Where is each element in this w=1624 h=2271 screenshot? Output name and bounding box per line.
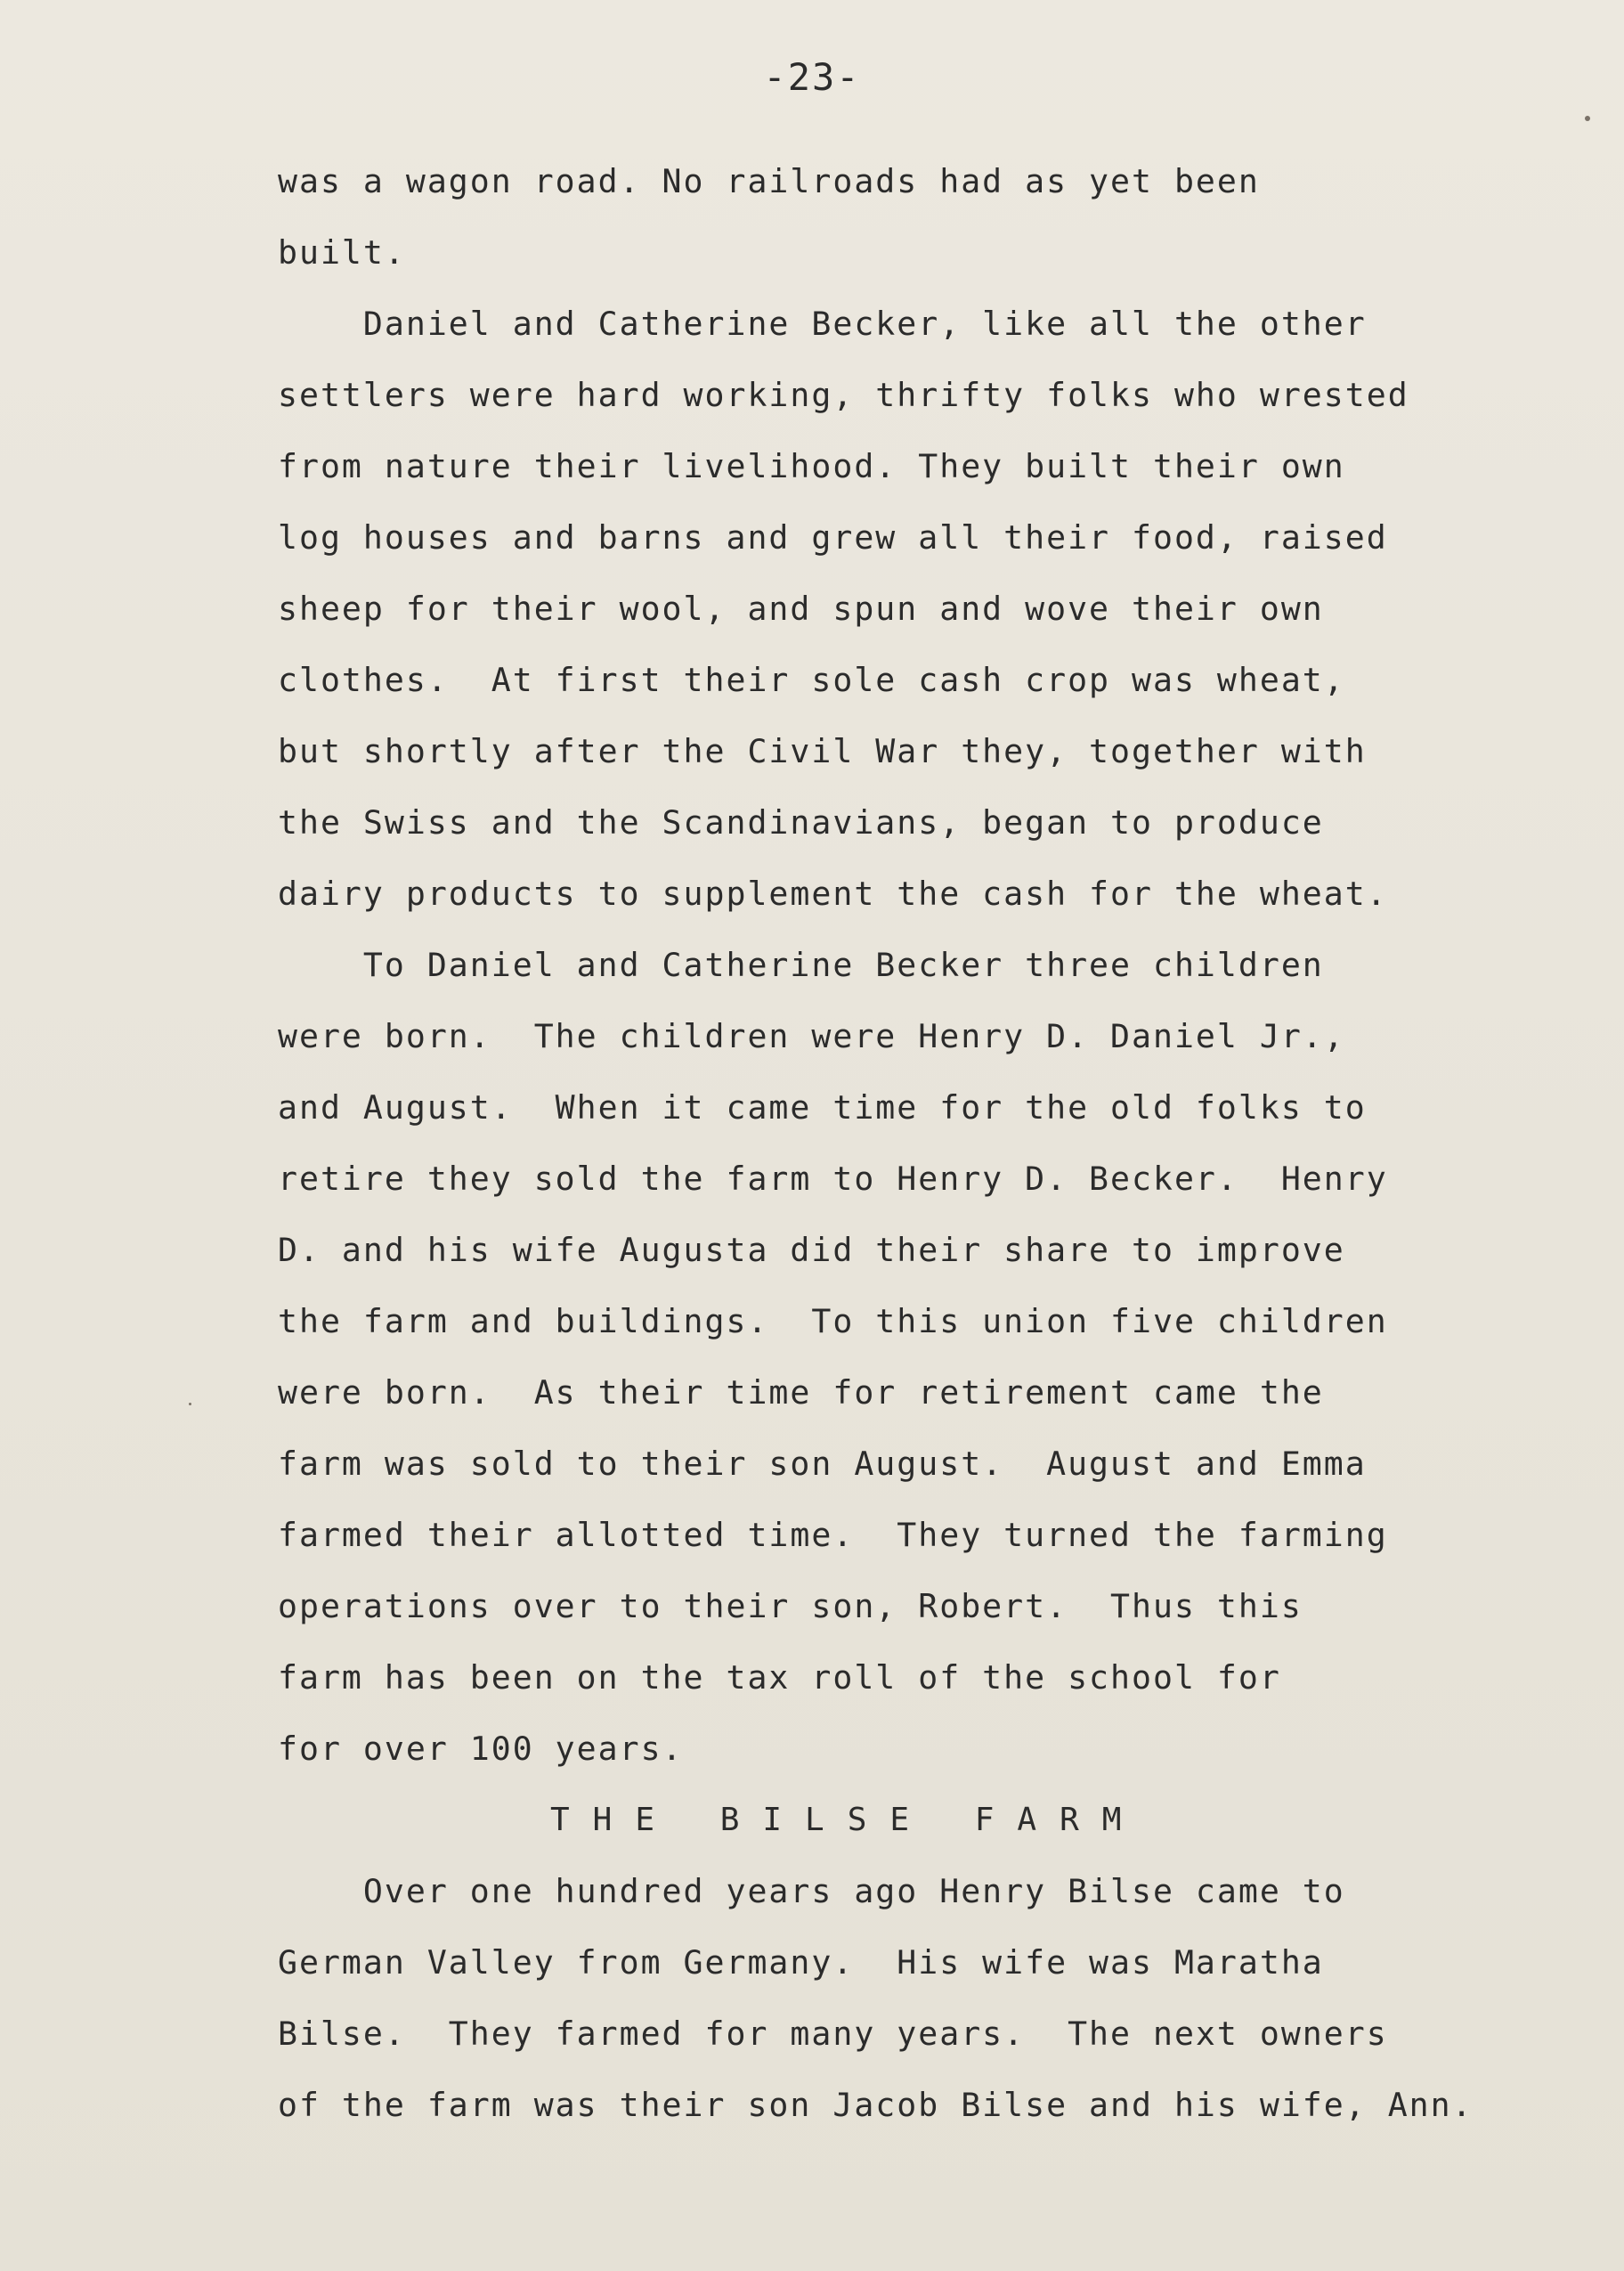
body-line: D. and his wife Augusta did their share to improve [278, 1231, 1345, 1269]
paper-speck [189, 1403, 191, 1405]
body-line: sheep for their wool, and spun and wove their own [278, 590, 1324, 628]
body-line: dairy products to supplement the cash for the wheat. [278, 875, 1388, 913]
section-heading: THE BILSE FARM [550, 1802, 1145, 1838]
body-line: Daniel and Catherine Becker, like all the other [278, 305, 1367, 343]
body-line: from nature their livelihood. They built their own [278, 447, 1345, 485]
body-line: and August. When it came time for the old folks to [278, 1088, 1367, 1127]
body-line: farmed their allotted time. They turned the farming [278, 1516, 1388, 1554]
body-line: retire they sold the farm to Henry D. Becker. Henry [278, 1160, 1388, 1198]
body-line: Over one hundred years ago Henry Bilse came to [278, 1872, 1345, 1910]
body-line: of the farm was their son Jacob Bilse and his wife, Ann. [278, 2086, 1474, 2124]
body-line: the farm and buildings. To this union five children [278, 1302, 1388, 1340]
body-line: were born. As their time for retirement came the [278, 1373, 1324, 1412]
body-line: Bilse. They farmed for many years. The next owners [278, 2015, 1388, 2053]
body-line: To Daniel and Catherine Becker three children [278, 946, 1324, 984]
body-line: clothes. At first their sole cash crop was wheat, [278, 661, 1345, 699]
body-line: for over 100 years. [278, 1730, 684, 1768]
body-line: log houses and barns and grew all their food, raised [278, 518, 1388, 557]
body-line: built. [278, 233, 406, 272]
body-line: was a wagon road. No railroads had as yet been [278, 162, 1260, 200]
paper-speck [1585, 116, 1590, 121]
body-line: farm has been on the tax roll of the school for [278, 1658, 1281, 1697]
body-line: the Swiss and the Scandinavians, began to produce [278, 803, 1324, 842]
page-number: -23- [763, 55, 861, 99]
body-line: settlers were hard working, thrifty folks who wrested [278, 376, 1409, 414]
body-line: but shortly after the Civil War they, together with [278, 732, 1367, 770]
body-line: farm was sold to their son August. August and Emma [278, 1445, 1367, 1483]
body-line: German Valley from Germany. His wife was Maratha [278, 1943, 1324, 1982]
body-line: operations over to their son, Robert. Thus this [278, 1587, 1303, 1625]
body-line: were born. The children were Henry D. Daniel Jr., [278, 1017, 1345, 1055]
